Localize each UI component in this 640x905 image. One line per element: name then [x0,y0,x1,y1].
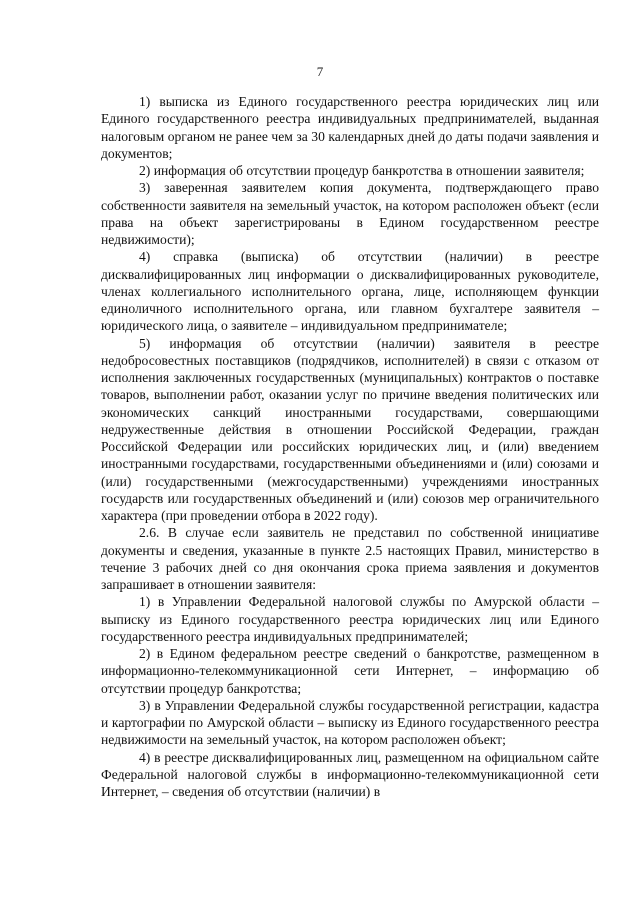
paragraph-item-1-extract: 1) выписка из Единого государственного реестра юридических лиц или Единого государственного реестра индивидуальных предпринимателей, выданная налоговым органом не ранее чем за 30 календарных дней до даты подачи заявления и документов; [101,94,599,161]
paragraph-request-3-registry: 3) в Управлении Федеральной службы государственной регистрации, кадастра и картографии по Амурской области – выписку из Единого государственного реестра недвижимости на земельный участок, на котором расположен объект; [101,697,599,748]
document-body [101,93,599,800]
paragraph-item-3-ownership: 3) заверенная заявителем копия документа, подтверждающего право собственности заявителя на земельный участок, на котором расположен объект (если права на объект зарегистрированы в Едином государственном реестре недвижимости); [101,180,599,247]
paragraph-request-4-disqualified: 4) в реестре дисквалифицированных лиц, размещенном на официальном сайте Федеральной налоговой службы в информационно-телекоммуникационной сети Интернет, – сведения об отсутствии (наличии) в [101,749,599,799]
paragraph-item-5-suppliers: 5) информация об отсутствии (наличии) заявителя в реестре недобросовестных поставщиков (подрядчиков, исполнителей) в связи с отказом от исполнения заключенных государственных (муниципальных) контрактов о поставке товаров, выполнении работ, оказании услуг по причине введения политических или экономических санкций иностранными государствами, совершающими недружественные действия в отношении Российской Федерации, граждан Российской Федерации или российских юридических лиц, и (или) введением иностранными государствами, государственными объединениями и (или) союзами и (или) государственными (межгосударственными) учреждениями иностранных государств или государственных объединений и (или) союзов мер ограничительного характера (при проведении отбора в 2022 году). [101,335,599,523]
paragraph-request-1-tax: 1) в Управлении Федеральной налоговой службы по Амурской области – выписку из Единого государственного реестра юридических лиц или Единого государственного реестра индивидуальных предпринимателей; [101,594,599,644]
paragraph-item-2-bankruptcy: 2) информация об отсутствии процедур банкротства в отношении заявителя; [139,163,585,178]
paragraph-section-2-6: 2.6. В случае если заявитель не представил по собственной инициативе документы и сведения, указанные в пункте 2.5 настоящих Правил, министерство в течение 3 рабочих дней со дня окончания срока приема заявления и документов запрашивает в отношении заявителя: [101,525,599,592]
paragraph-request-2-bankruptcy: 2) в Едином федеральном реестре сведений о банкротстве, размещенном в информационно-телекоммуникационной сети Интернет, – информацию об отсутствии процедур банкротства; [101,646,599,696]
paragraph-item-4-disqualified: 4) справка (выписка) об отсутствии (наличии) в реестре дисквалифицированных лиц информации о дисквалифицированных руководителе, членах коллегиального исполнительного органа, лице, исполняющем функции единоличного исполнительного органа, или главном бухгалтере заявителя – юридического лица, о заявителе – индивидуальном предпринимателе; [101,249,599,334]
page-number: 7 [316,64,324,79]
